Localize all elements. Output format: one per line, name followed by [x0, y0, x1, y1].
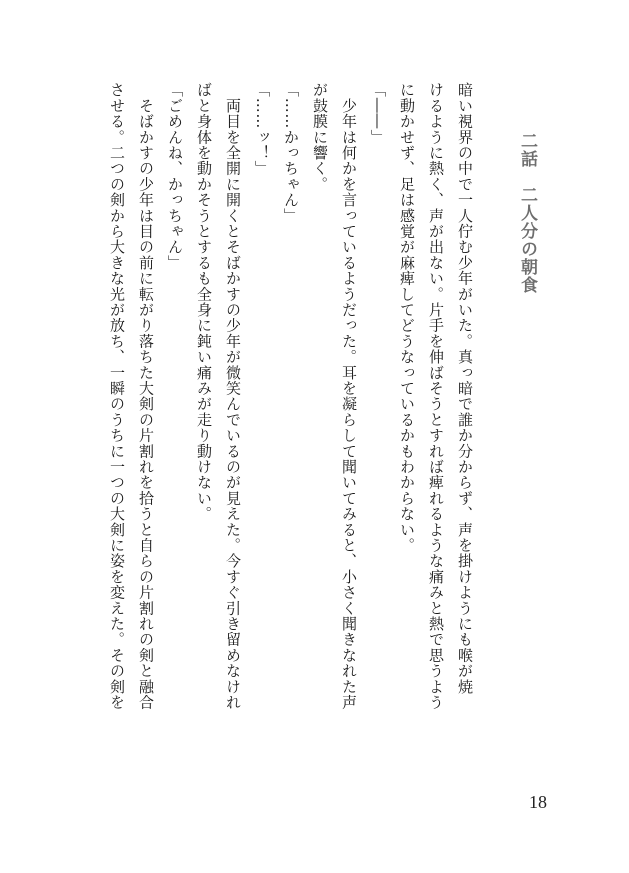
text-line: 「――」: [369, 82, 387, 145]
page-number: 18: [529, 792, 547, 812]
body-text: [102, 82, 479, 782]
text-line: 両目を全開に開くとそばかすの少年が微笑んでいるのが見えた。今すぐ引き留めなけれ: [224, 82, 242, 710]
text-line: に動かせず、足は感覚が麻痺してどうなっているかもわからない。: [398, 82, 416, 553]
chapter-title: 二話 二人分の朝食: [517, 132, 537, 294]
text-line: 少年は何かを言っているようだった。耳を凝らして聞いてみると、小さく聞きなれた声: [340, 82, 358, 710]
text-line: させる。二つの剣から大きな光が放ち、一瞬のうちに一つの大剣に姿を変えた。その剣を: [108, 82, 126, 710]
text-line: 「……ッ！」: [253, 82, 271, 177]
text-line: 「……かっちゃん」: [282, 82, 300, 224]
text-line: けるように熱く、声が出ない。片手を伸ばそうとすれば痺れるような痛みと熱で思うよう: [427, 82, 445, 710]
text-line: 暗い視界の中で一人佇む少年がいた。真っ暗で誰か分からず、声を掛けようにも喉が焼: [456, 82, 474, 695]
text-line: 「ごめんね、かっちゃん」: [166, 82, 184, 271]
text-line: ばと身体を動かそうとするも全身に鈍い痛みが走り動けない。: [195, 82, 213, 522]
text-line: そばかすの少年は目の前に転がり落ちた大剣の片割れを拾うと自らの片割れの剣と融合: [137, 82, 155, 710]
text-line: が鼓膜に響く。: [311, 82, 329, 192]
